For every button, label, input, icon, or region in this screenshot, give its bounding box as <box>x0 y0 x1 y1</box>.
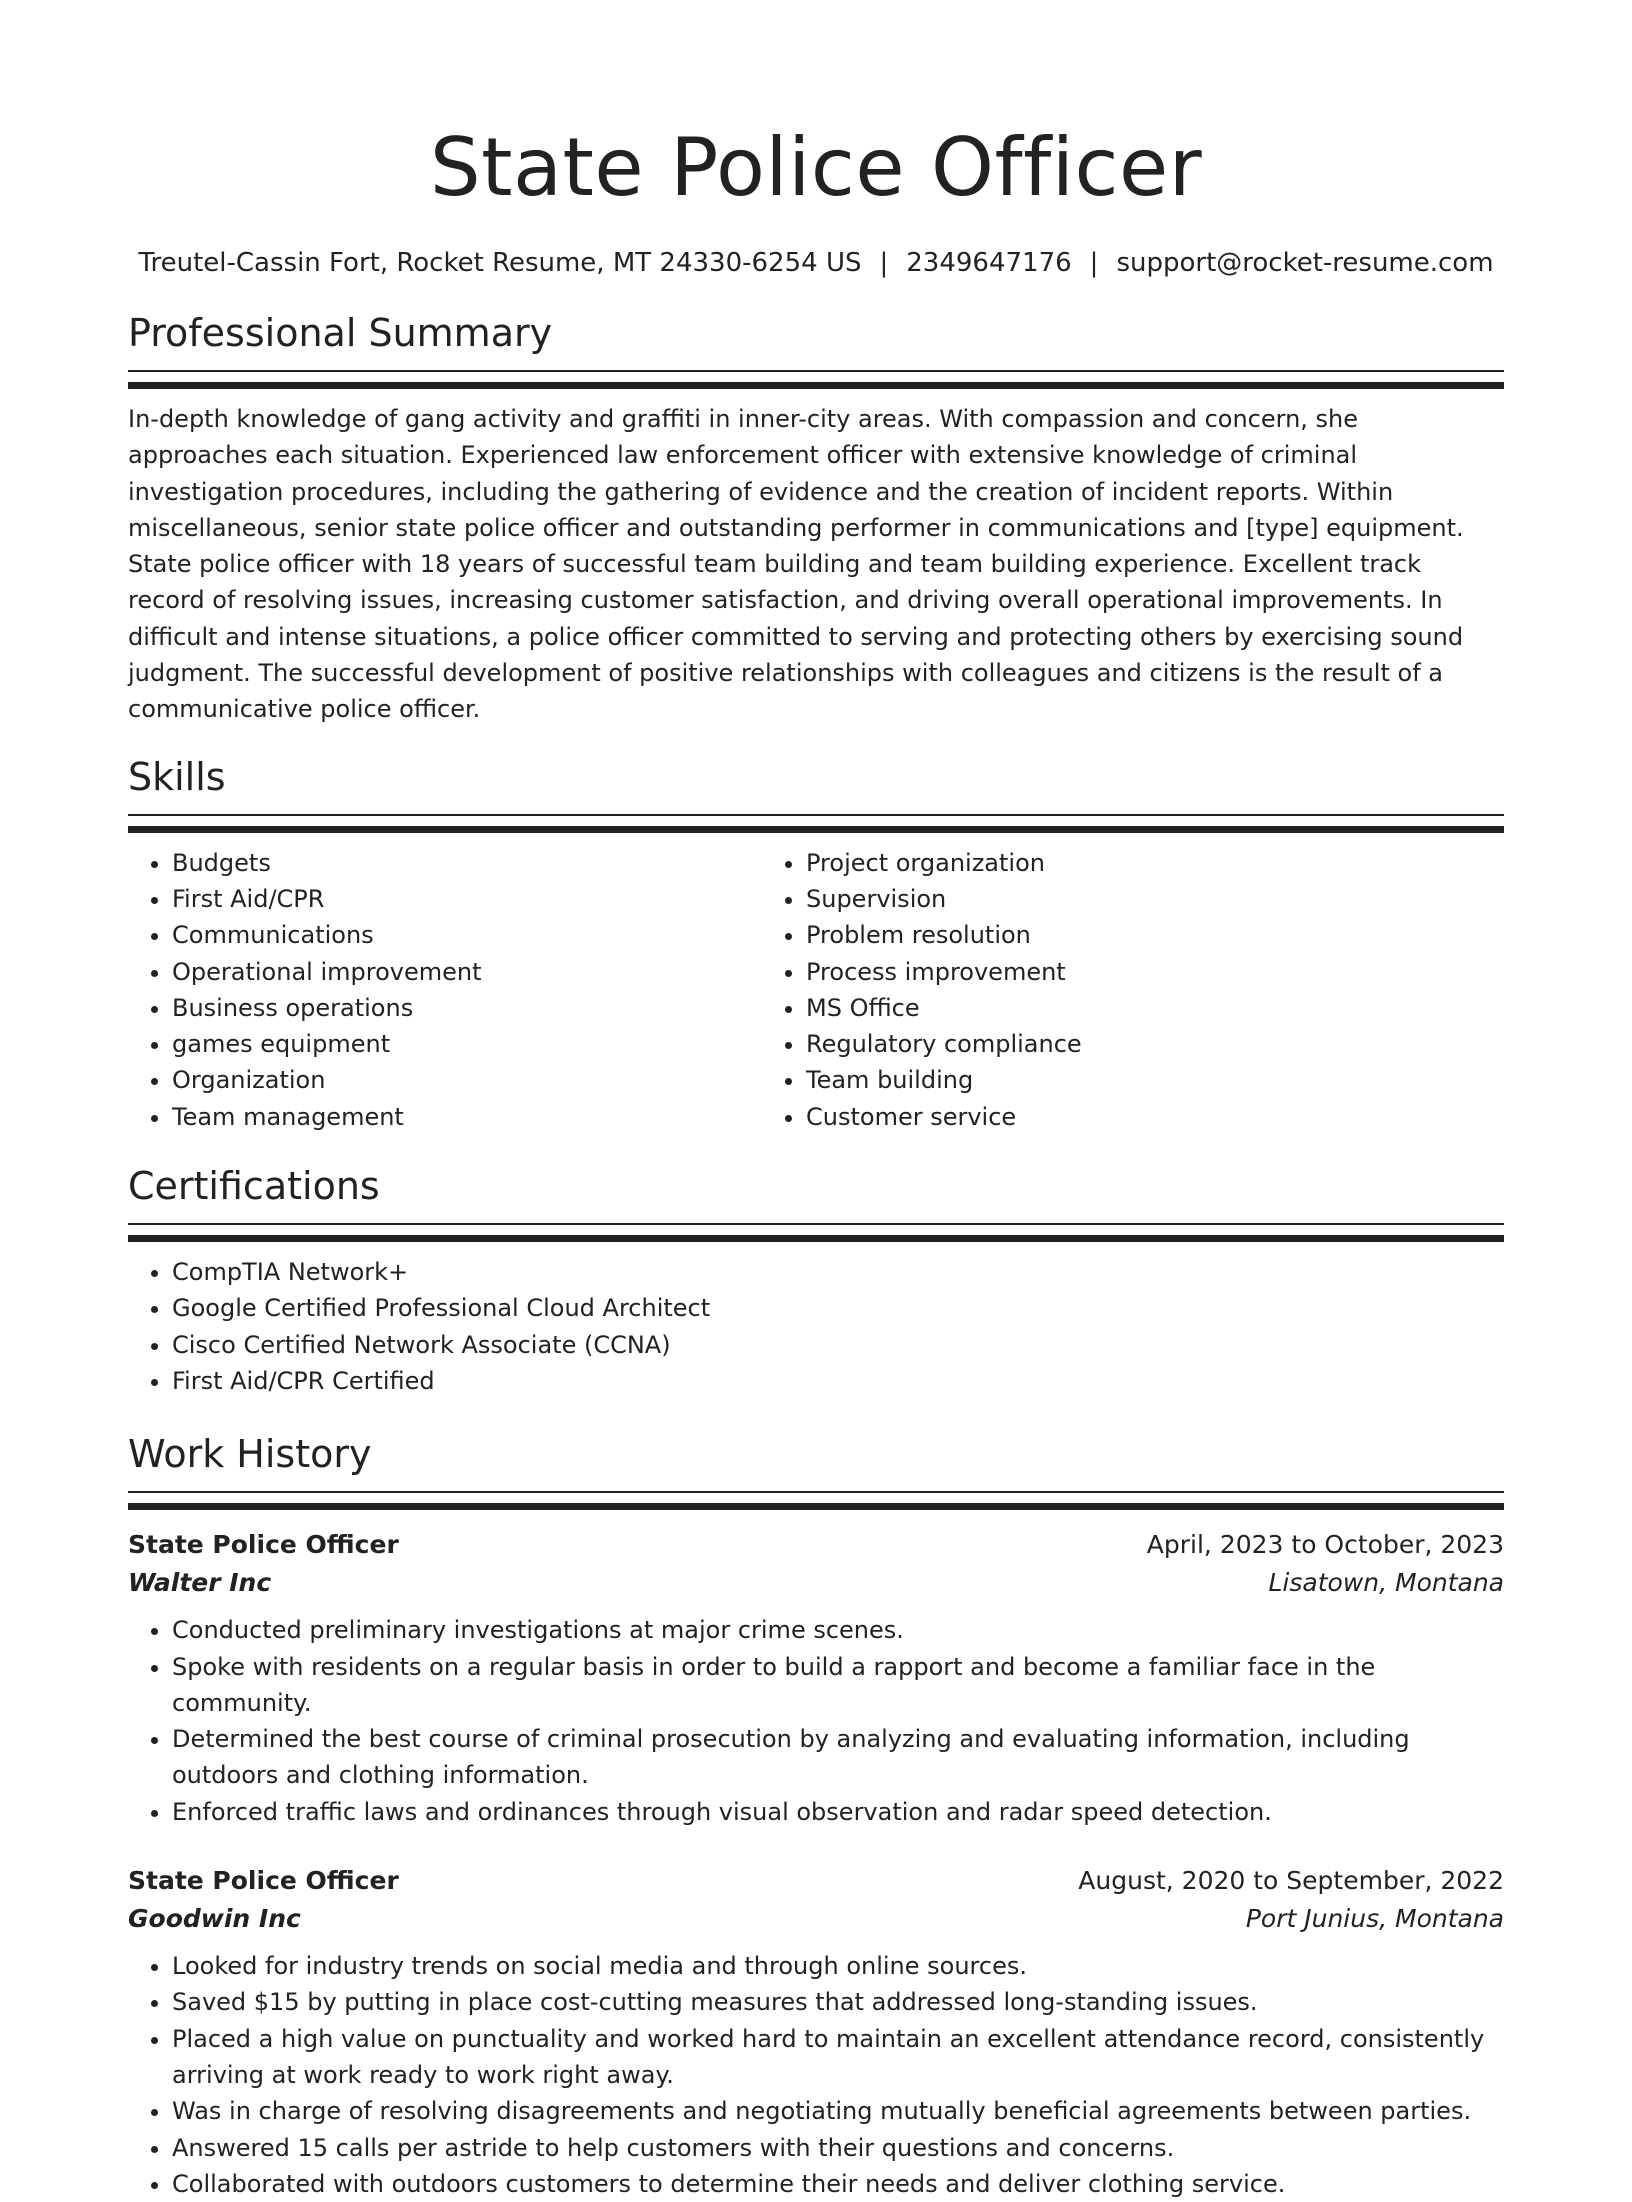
job-company: Walter Inc <box>128 1568 272 1598</box>
resume-content <box>128 112 1504 2202</box>
job-entry <box>128 1862 1504 2202</box>
certification-item: • Cisco Certified Network Associate (CCNA) <box>172 1327 1504 1363</box>
skills-list-left <box>128 845 762 1135</box>
skill-item: • Team management <box>172 1099 762 1135</box>
job-duty-item: • Looked for industry trends on social media and through online sources. <box>172 1948 1504 1984</box>
job-duty-item: • Placed a high value on punctuality and worked hard to maintain an excellent attendance record, consistently arriving at work ready to work right away. <box>172 2021 1504 2094</box>
job-duty-item: • Spoke with residents on a regular basis in order to build a rapport and become a familiar face in the community. <box>172 1649 1504 1722</box>
skill-item: • Problem resolution <box>806 917 1504 953</box>
skill-item: • games equipment <box>172 1026 762 1062</box>
section-heading: Work History <box>128 1432 372 1477</box>
skill-item: • Communications <box>172 917 762 953</box>
job-dates: April, 2023 to October, 2023 <box>1146 1530 1504 1560</box>
skill-item: • Operational improvement <box>172 954 762 990</box>
job-company-row <box>128 1564 1504 1602</box>
contact-separator: | <box>879 248 889 278</box>
skill-item: • Budgets <box>172 845 762 881</box>
skill-item: • Business operations <box>172 990 762 1026</box>
certification-item: • CompTIA Network+ <box>172 1254 1504 1290</box>
section-divider <box>128 1491 1504 1510</box>
certification-item: • Google Certified Professional Cloud Architect <box>172 1290 1504 1326</box>
job-duty-item: • Was in charge of resolving disagreements and negotiating mutually beneficial agreements between parties. <box>172 2093 1504 2129</box>
skill-item: • Customer service <box>806 1099 1504 1135</box>
job-header-row <box>128 1862 1504 1900</box>
job-dates: August, 2020 to September, 2022 <box>1078 1866 1504 1896</box>
skill-item: • Team building <box>806 1062 1504 1098</box>
section-professional-summary <box>128 308 1504 728</box>
skill-item: • Regulatory compliance <box>806 1026 1504 1062</box>
job-header-row <box>128 1526 1504 1564</box>
skill-item: • Process improvement <box>806 954 1504 990</box>
job-duty-item: • Saved $15 by putting in place cost-cutting measures that addressed long-standing issues. <box>172 1984 1504 2020</box>
contact-line <box>128 246 1504 280</box>
job-duty-item: • Determined the best course of criminal prosecution by analyzing and evaluating information, including outdoors and clothing information. <box>172 1721 1504 1794</box>
skills-list-right <box>762 845 1504 1135</box>
job-title: State Police Officer <box>128 1530 399 1560</box>
job-location: Lisatown, Montana <box>1268 1568 1504 1598</box>
skill-item: • Project organization <box>806 845 1504 881</box>
section-work-history <box>128 1429 1504 2202</box>
section-divider <box>128 814 1504 833</box>
job-title: State Police Officer <box>128 1866 399 1896</box>
job-company: Goodwin Inc <box>128 1904 301 1934</box>
summary-text: In-depth knowledge of gang activity and graffiti in inner-city areas. With compassion and concern, she approaches each situation. Experienced law enforcement officer with extensive knowledge of criminal investigation procedures, including the gathering of evidence and the creation of incident reports. Within miscellaneous, senior state police officer and outstanding performer in communications and [type] equipment. State police officer with 18 years of successful team building and team building experience. Excellent track record of resolving issues, increasing customer satisfaction, and driving overall operational improvements. In difficult and intense situations, a police officer committed to serving and protecting others by exercising sound judgment. The successful development of positive relationships with colleagues and citizens is the result of a communicative police officer. <box>128 405 1464 724</box>
job-company-row <box>128 1900 1504 1938</box>
section-skills <box>128 752 1504 1135</box>
job-location: Port Junius, Montana <box>1245 1904 1504 1934</box>
job-duty-item: • Conducted preliminary investigations at major crime scenes. <box>172 1612 1504 1648</box>
job-duty-item: • Answered 15 calls per astride to help customers with their questions and concerns. <box>172 2130 1504 2166</box>
skills-grid <box>128 845 1504 1135</box>
job-duties-list <box>128 1612 1504 1830</box>
section-divider <box>128 1223 1504 1242</box>
section-certifications <box>128 1161 1504 1399</box>
section-divider <box>128 370 1504 389</box>
skill-item: • First Aid/CPR <box>172 881 762 917</box>
resume-title: State Police Officer <box>429 121 1203 214</box>
section-heading: Skills <box>128 754 226 799</box>
certifications-list <box>128 1254 1504 1399</box>
skill-item: • Supervision <box>806 881 1504 917</box>
contact-address: Treutel-Cassin Fort, Rocket Resume, MT 24330-6254 US <box>138 248 862 278</box>
job-entry <box>128 1526 1504 1830</box>
job-duty-item: • Enforced traffic laws and ordinances through visual observation and radar speed detection. <box>172 1794 1504 1830</box>
section-heading: Certifications <box>128 1164 380 1209</box>
contact-separator: | <box>1089 248 1099 278</box>
skill-item: • MS Office <box>806 990 1504 1026</box>
job-duties-list <box>128 1948 1504 2202</box>
contact-phone: 2349647176 <box>906 248 1072 278</box>
job-duty-item: • Collaborated with outdoors customers to determine their needs and deliver clothing service. <box>172 2166 1504 2202</box>
contact-email: support@rocket-resume.com <box>1116 248 1494 278</box>
certification-item: • First Aid/CPR Certified <box>172 1363 1504 1399</box>
skill-item: • Organization <box>172 1062 762 1098</box>
section-heading: Professional Summary <box>128 311 553 355</box>
